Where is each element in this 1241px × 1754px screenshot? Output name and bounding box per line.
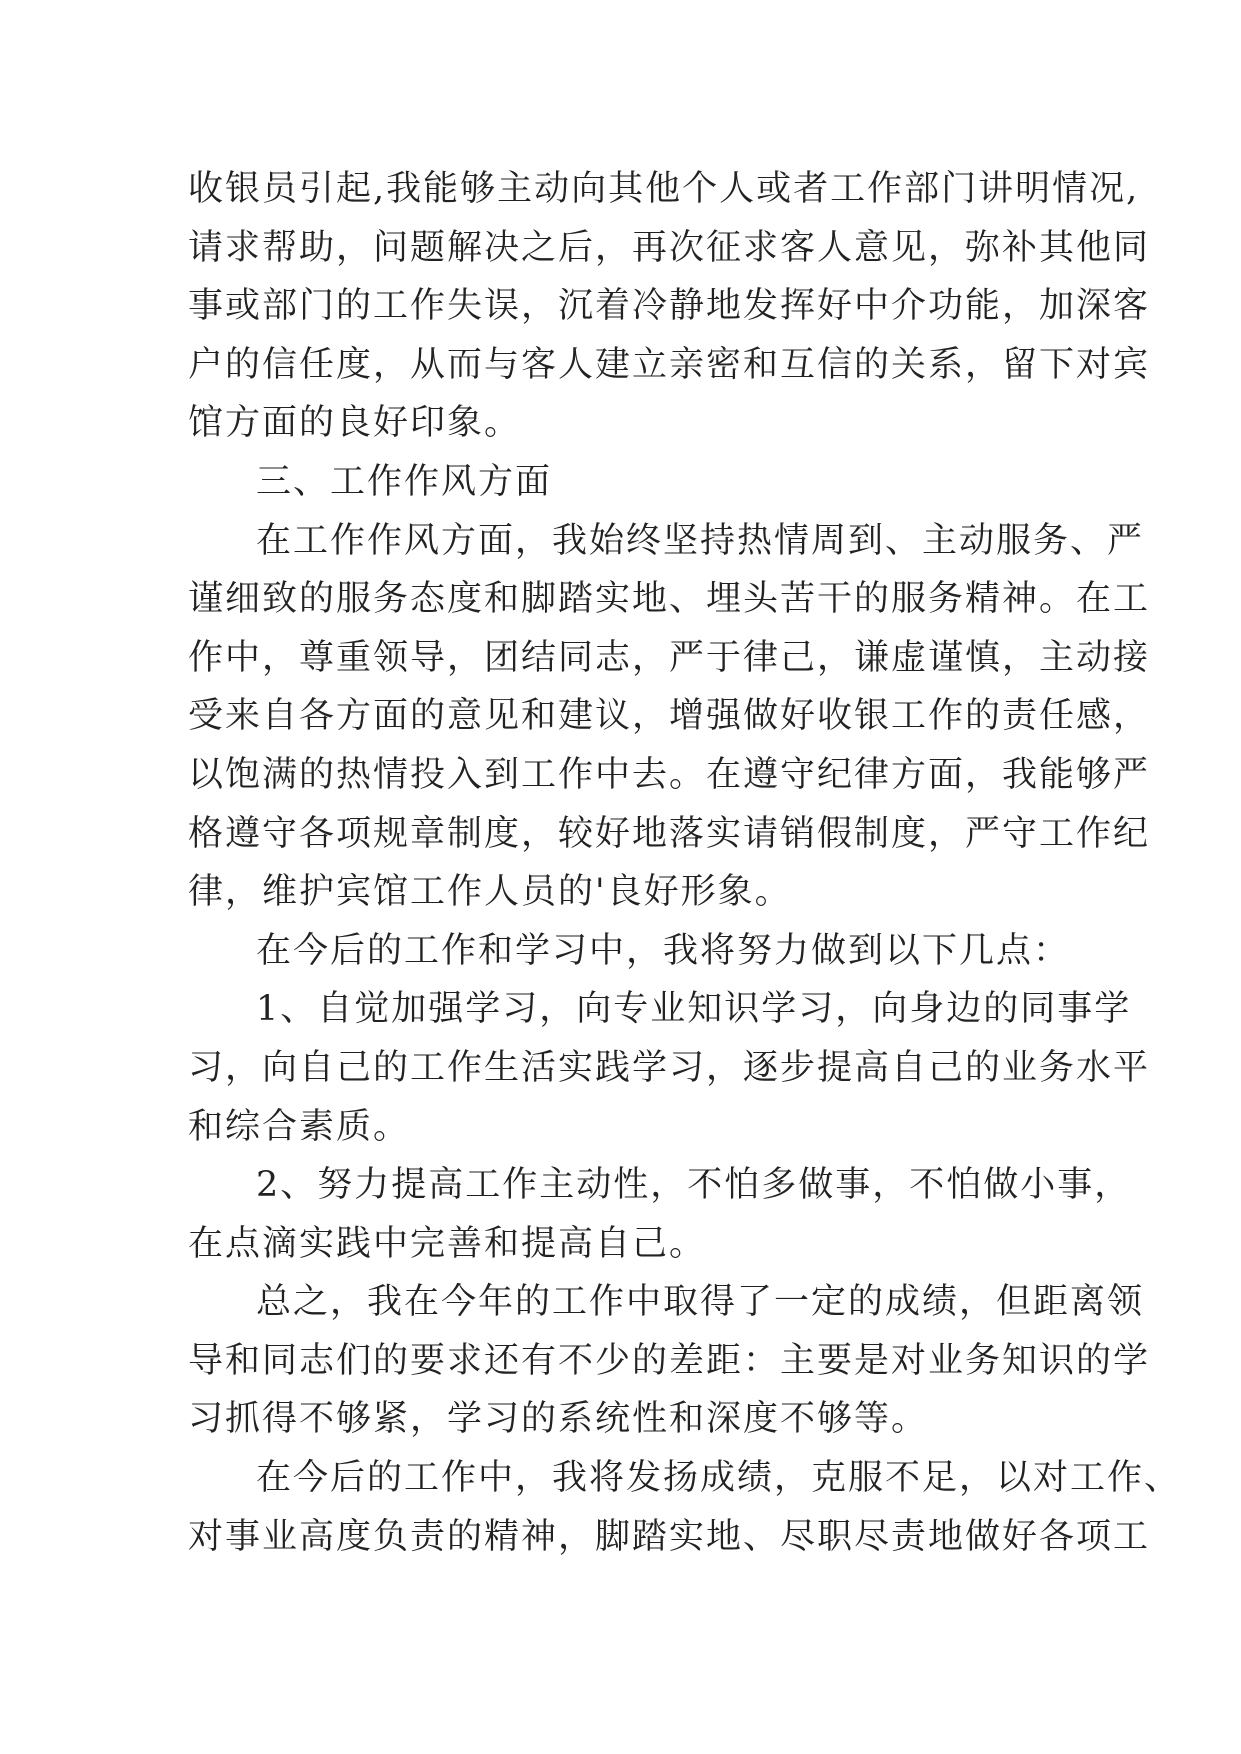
text-line: 请求帮助，问题解决之后，再次征求客人意见，弥补其他同 <box>188 227 1151 268</box>
text-line: 导和同志们的要求还有不少的差距：主要是对业务知识的学 <box>188 1340 1151 1381</box>
text-line: 总之，我在今年的工作中取得了一定的成绩，但距离领 <box>256 1282 1145 1323</box>
text-line: 户的信任度，从而与客人建立亲密和互信的关系，留下对宾 <box>188 344 1151 385</box>
text-line: 对事业高度负责的精神，脚踏实地、尽职尽责地做好各项工 <box>188 1516 1151 1557</box>
text-line: 在点滴实践中完善和提高自己。 <box>188 1223 707 1264</box>
text-line: 格遵守各项规章制度，较好地落实请销假制度，严守工作纪 <box>188 813 1151 854</box>
text-line: 收银员引起,我能够主动向其他个人或者工作部门讲明情况, <box>188 169 1140 209</box>
text-line: 习，向自己的工作生活实践学习，逐步提高自己的业务水平 <box>188 1047 1151 1088</box>
text-line: 馆方面的良好印象。 <box>188 403 522 444</box>
text-line: 作中，尊重领导，团结同志，严于律己，谦虚谨慎，主动接 <box>188 637 1151 678</box>
body-text <box>188 160 1182 1566</box>
list-item: 2、努力提高工作主动性，不怕多做事，不怕做小事， <box>256 1165 1132 1206</box>
text-line: 在今后的工作中，我将发扬成绩，克服不足，以对工作、 <box>256 1458 1182 1499</box>
text-line: 在工作作风方面，我始终坚持热情周到、主动服务、严 <box>256 520 1145 561</box>
text-line: 习抓得不够紧，学习的系统性和深度不够等。 <box>188 1399 929 1440</box>
text-line: 律，维护宾馆工作人员的'良好形象。 <box>188 872 792 913</box>
text-line: 以饱满的热情投入到工作中去。在遵守纪律方面，我能够严 <box>188 754 1151 795</box>
list-item: 1、自觉加强学习，向专业知识学习，向身边的同事学 <box>256 989 1132 1030</box>
text-line: 在今后的工作和学习中，我将努力做到以下几点： <box>256 930 1071 971</box>
text-line: 和综合素质。 <box>188 1106 411 1147</box>
section-heading: 三、工作作风方面 <box>256 461 553 502</box>
text-line: 事或部门的工作失误，沉着冷静地发挥好中介功能，加深客 <box>188 286 1151 327</box>
text-line: 受来自各方面的意见和建议，增强做好收银工作的责任感， <box>188 696 1151 737</box>
text-line: 谨细致的服务态度和脚踏实地、埋头苦干的服务精神。在工 <box>188 579 1151 620</box>
